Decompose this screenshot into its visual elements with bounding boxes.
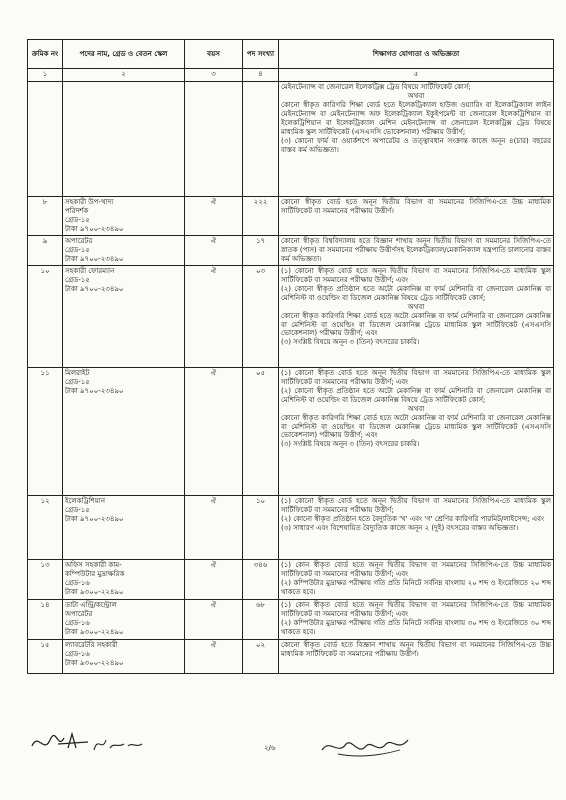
post-line: ডাটা এন্ট্রি/কন্ট্রোল (65, 600, 117, 609)
qualification-line: মেইনটেন্যান্স বা জেনারেল ইলেকট্রিক্স ট্রেড বিষয়ে সার্টিফিকেট কোর্স; (281, 83, 471, 91)
qualification-line: (২) কম্পিউটার মুদ্রাক্ষর পরীক্ষায় গতি প্রতি মিনিটে সর্বনিম্ন বাংলায় ৩০ শব্দ ও ইংরেজিতে ৩০ শব্দ থাকতে হবে। (281, 618, 551, 636)
table-header-row (28, 40, 554, 69)
post-line: অফিস সহকারী কাম- (65, 560, 122, 569)
post-cell (63, 559, 185, 599)
post-line: অপারেটর (65, 236, 93, 245)
qualification-cell (279, 197, 554, 236)
page-number: ২/৬ (264, 744, 276, 752)
post-line: পরিদর্শক (65, 206, 89, 215)
col-header-qualification: শিক্ষাগত যোগ্যতা ও অভিজ্ঞতা (279, 40, 554, 69)
qualification-line: কোনো স্বীকৃত বিশ্ববিদ্যালয় হতে বিজ্ঞান শাখায় অনূন দ্বিতীয় বিভাগ বা সমমানের সিজিপিএ-তে স্নাতক (পাস) বা সমমানের পরীক্ষায় উত্তীর্ণসহ ইলেকট্রিক্যাল/মেকানিক্যাল যন্ত্রপাতি চালানোর বাস্তব কর্ম অভিজ্ঞতা। (281, 236, 551, 263)
post-line: ইলেকট্রিশিয়ান (65, 496, 106, 505)
qualification-line: (২) কোনো স্বীকৃত প্রতিষ্ঠান হতে অটো মেকানিক্স বা ফার্ম মেশিনারি বা জেনারেল মেকানিক্স বা মেশিনিস্ট বা ওয়েল্ডিং বা ডিজেল মেকানিক্স বিষয়ে ট্রেড সার্টিফিকেট কোর্স; (281, 386, 551, 404)
recruitment-table (27, 39, 554, 674)
table-row (28, 367, 554, 495)
serial-cell: ১২ (28, 495, 63, 559)
post-line: টাকা ৯৩০০-২২৪৯০ (65, 627, 124, 636)
post-line: গ্রেড-১৫ (65, 215, 90, 224)
continuation-row (28, 82, 554, 197)
post-count-cell: ০৩ (243, 265, 279, 367)
column-number: ৫ (279, 69, 554, 82)
col-header-count: পদ সংখ্যা (243, 40, 279, 69)
age-cell: ঐ (185, 599, 243, 639)
post-cell (63, 495, 185, 559)
serial-cell: ১৫ (28, 639, 63, 673)
qualification-line: (৩) সাধারণ এবং বিশেষায়িত বৈদ্যুতিক কাজে অনূন ২ (দুই) বৎসরের বাস্তব অভিজ্ঞতা। (281, 523, 519, 532)
post-count-cell: ০২ (243, 639, 279, 673)
column-number: ১ (28, 69, 63, 82)
signature-left-icon (28, 728, 158, 758)
post-line: সহকারী ফোরম্যান (65, 266, 115, 275)
qualification-line: কোনো স্বীকৃত কারিগরি শিক্ষা বোর্ড হতে অটো মেকানিক্স বা ফার্ম মেশিনারি বা জেনারেল মেকানিক্স বা মেশিনিস্ট বা ওয়েল্ডিং বা ডিজেল মেকানিক্স ট্রেডে মাধ্যমিক স্কুল সার্টিফিকেট (এসএসসি ভোকেশনাল) পরীক্ষায় উত্তীর্ণ; এবং (281, 413, 551, 440)
post-line: টাকা ৯৭০০-২৩৪৯০ (65, 254, 124, 263)
serial-cell: ১০ (28, 265, 63, 367)
column-number: ৩ (185, 69, 243, 82)
post-line: সহকারী উপ-খাদ্য (65, 198, 114, 206)
age-cell: ঐ (185, 235, 243, 265)
qualification-line: (১) কোনো স্বীকৃত বোর্ড হতে অনূন দ্বিতীয় বিভাগ বা সমমানের সিজিপিএ-তে মাধ্যমিক স্কুল সার্টিফিকেট বা সমমানের পরীক্ষায় উত্তীর্ণ; (281, 496, 551, 514)
serial-cell: ৮ (28, 197, 63, 236)
qualification-or: অথবা (407, 91, 425, 100)
post-count-cell: ১০ (243, 495, 279, 559)
qualification-line: (৩) সংশ্লিষ্ট বিষয়ে অনূন ৩ (তিন) বৎসরের চাকরি। (281, 440, 420, 449)
table-row (28, 599, 554, 639)
serial-cell: ৯ (28, 235, 63, 265)
qualification-or: অথবা (407, 302, 425, 311)
table-row (28, 197, 554, 236)
qualification-cell (279, 639, 554, 673)
age-cell: ঐ (185, 559, 243, 599)
post-line: ল্যাবরেটরি সহকারী (65, 640, 118, 649)
post-line: গ্রেড-১৫ (65, 275, 90, 284)
post-cell (63, 197, 185, 236)
signature-right-icon (318, 732, 413, 762)
post-count-cell: ৬৮ (243, 599, 279, 639)
post-count-cell: ৩৪৬ (243, 559, 279, 599)
col-header-serial: ক্রমিক নং (28, 40, 63, 69)
qualification-cell (279, 559, 554, 599)
post-line: টাকা ৯৭০০-২৩৪৯০ (65, 386, 124, 395)
column-number: ৪ (243, 69, 279, 82)
table-row (28, 559, 554, 599)
post-line: কম্পিউটার মুদ্রাক্ষরিক (65, 569, 125, 578)
serial-cell: ১১ (28, 367, 63, 495)
post-line: টাকা ৯৭০০-২৩৪৯০ (65, 224, 124, 233)
qualification-cell (279, 599, 554, 639)
post-cell (63, 599, 185, 639)
post-count-cell: ২২২ (243, 197, 279, 236)
post-line: টাকা ৯৩০০-২২৪৯০ (65, 587, 124, 596)
age-cell: ঐ (185, 197, 243, 236)
age-cell: ঐ (185, 495, 243, 559)
col-header-post: পদের নাম, গ্রেড ও বেতন স্কেল (63, 40, 185, 69)
post-line: টাকা ৯৭০০-২৩৪৯০ (65, 284, 124, 293)
post-line: অপারেটর (65, 609, 93, 618)
qualification-line: (৩) কোনো ফার্ম বা ওয়ার্কশপে অপারেটর ও তত্ত্বাবধান সংক্রান্ত কাজে অনূন ৪(চার) বছরের বাস্তব কর্ম অভিজ্ঞতা। (281, 136, 551, 154)
qualification-line: (৩) সংশ্লিষ্ট বিষয়ে অনূন ৩ (তিন) বৎসরের চাকরি। (281, 338, 420, 347)
qualification-cell (279, 367, 554, 495)
post-cell (63, 367, 185, 495)
qualification-cell (279, 265, 554, 367)
post-count-cell: ০৫ (243, 367, 279, 495)
qualification-line: (১) কোনো স্বীকৃত বোর্ড হতে অনূন দ্বিতীয় বিভাগ বা সমমানের সিজিপিএ-তে মাধ্যমিক স্কুল সার্টিফিকেট বা সমমানের পরীক্ষায় উত্তীর্ণ; এবং (281, 368, 551, 386)
qualification-line: কোনো স্বীকৃত বোর্ড হতে বিজ্ঞান শাখায় অনূন দ্বিতীয় বিভাগ বা সমমানের সিজিপিএ-তে উচ্চ মাধ্যমিক সার্টিফিকেট বা সমমানের পরীক্ষায় উত্তীর্ণ। (281, 640, 551, 658)
post-line: গ্রেড-১৬ (65, 578, 90, 587)
post-line: টাকা ৯৭০০-২৩৪৯০ (65, 514, 124, 523)
col-header-age: বয়স (185, 40, 243, 69)
post-line: টাকা ৯৩০০-২২৪৯০ (65, 658, 124, 667)
qualification-line: কোনো স্বীকৃত কারিগরি শিক্ষা বোর্ড হতে অটো মেকানিক্স বা ফার্ম মেশিনারি বা জেনারেল মেকানিক্স বা মেশিনিস্ট বা ওয়েল্ডিং বা ডিজেল মেকানিক্স ট্রেডে মাধ্যমিক স্কুল সার্টিফিকেট (এসএসসি ভোকেশনাল) পরীক্ষায় উত্তীর্ণ; এবং (281, 311, 551, 338)
table-row (28, 639, 554, 673)
table-row (28, 265, 554, 367)
qualification-line: কোনো স্বীকৃত বোর্ড হতে অনূন দ্বিতীয় বিভাগ বা সমমানের সিজিপিএ-তে উচ্চ মাধ্যমিক সার্টিফিকেট বা সমমানের পরীক্ষায় উত্তীর্ণ। (281, 198, 551, 215)
age-cell: ঐ (185, 265, 243, 367)
post-count-cell: ১৭ (243, 235, 279, 265)
serial-cell: ১৩ (28, 559, 63, 599)
post-cell (63, 265, 185, 367)
qualification-line: (১) কোনো স্বীকৃত বোর্ড হতে অনূন দ্বিতীয় বিভাগ বা সমমানের সিজিপিএ-তে মাধ্যমিক স্কুল সার্টিফিকেট বা সমমানের পরীক্ষায় উত্তীর্ণ; এবং (281, 266, 551, 284)
table-row (28, 495, 554, 559)
qualification-line: (১) কোন স্বীকৃত বোর্ড হতে অনূন দ্বিতীয় বিভাগ বা সমমানের সিজিপিএ-তে উচ্চ মাধ্যমিক সার্টিফিকেট বা সমমানের পরীক্ষায় উত্তীর্ণ; এবং (281, 600, 551, 618)
post-cell (63, 235, 185, 265)
post-line: গ্রেড-১৫ (65, 377, 90, 386)
continued-qualification (279, 82, 554, 197)
post-line: মিলরাইট (65, 368, 90, 377)
post-line: গ্রেড-১৬ (65, 618, 90, 627)
qualification-line: কোনো স্বীকৃত কারিগরি শিক্ষা বোর্ড হতে ইলেকট্রিক্যাল হাউজ ওয়্যারিং বা ইলেকট্রিক্যাল লাইন মেইনটেন্যান্স বা মেইনটেন্যান্স অফ ইলেকট্রিক্যাল ইকুইপমেন্ট বা জেনারেল ইলেকট্রিশিয়ান বা ইলেকট্রিশিয়ান বা ইলেকট্রিক্যাল মেশিন মেইনটেন্যান্স বা জেনারেল ইলেকট্রিক্স ট্রেড বিষয়ে মাধ্যমিক স্কুল সার্টিফিকেট (এসএসসি ভোকেশনাল) পরীক্ষায় উত্তীর্ণ; (281, 100, 551, 136)
age-cell: ঐ (185, 639, 243, 673)
qualification-line: (১) কোন স্বীকৃত বোর্ড হতে অনূন দ্বিতীয় বিভাগ বা সমমানের সিজিপিএ-তে উচ্চ মাধ্যমিক সার্টিফিকেট বা সমমানের পরীক্ষায় উত্তীর্ণ; এবং (281, 560, 551, 578)
post-line: গ্রেড-১৫ (65, 505, 90, 514)
post-line: গ্রেড-১৬ (65, 649, 90, 658)
age-cell: ঐ (185, 367, 243, 495)
post-cell (63, 639, 185, 673)
qualification-line: (২) কম্পিউটার মুদ্রাক্ষর পরীক্ষায় গতি প্রতি মিনিটে সর্বনিম্ন বাংলায় ২০ শব্দ ও ইংরেজিতে ২০ শব্দ থাকতে হবে। (281, 578, 551, 596)
column-number: ২ (63, 69, 185, 82)
qualification-line: (২) কোনো স্বীকৃত প্রতিষ্ঠান হতে অটো মেকানিক্স বা ফার্ম মেশিনারি বা জেনারেল মেকানিক্স বা মেশিনিস্ট বা ওয়েল্ডিং বা ডিজেল মেকানিক্স বিষয়ে ট্রেড সার্টিফিকেট কোর্স; (281, 284, 551, 302)
column-number-row (28, 69, 554, 82)
qualification-cell (279, 495, 554, 559)
table-row (28, 235, 554, 265)
qualification-or: অথবা (407, 404, 425, 413)
serial-cell: ১৪ (28, 599, 63, 639)
qualification-line: (২) কোনো স্বীকৃত প্রতিষ্ঠান হতে বৈদ্যুতিক 'খ' এবং 'গ' শ্রেণির কারিগরি পারমিট/লাইসেন্স; এবং (281, 514, 544, 523)
qualification-cell (279, 235, 554, 265)
post-line: গ্রেড-১৫ (65, 245, 90, 254)
